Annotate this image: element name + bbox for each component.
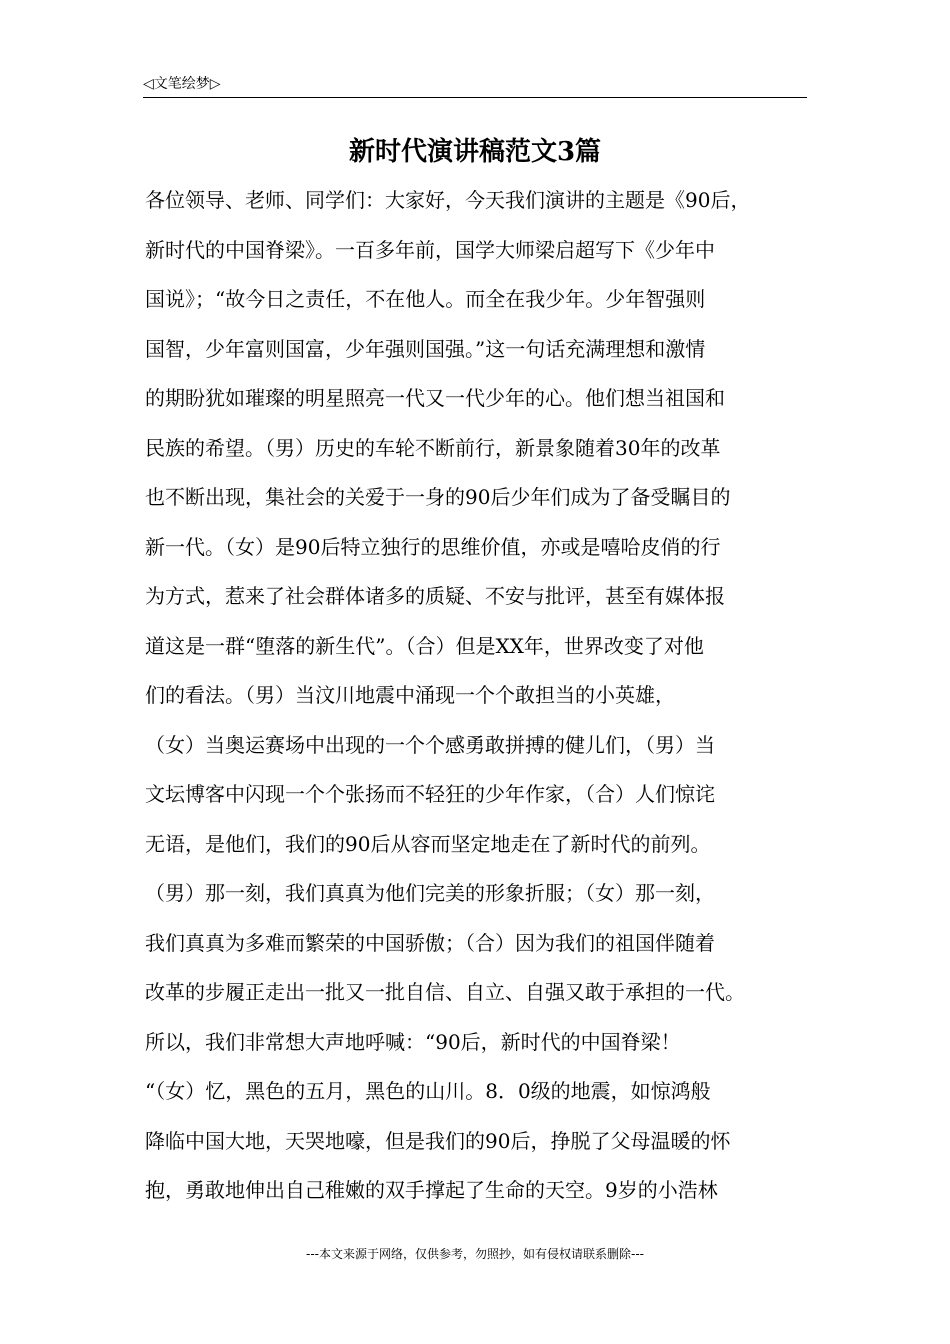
body-line: 国说》；“故今日之责任，不在他人。而全在我少年。少年智强则 <box>145 287 706 311</box>
body-line: 为方式，惹来了社会群体诸多的质疑、不安与批评，甚至有媒体报 <box>145 584 725 608</box>
body-line: “（女）忆，黑色的五月，黑色的山川。8．0级的地震，如惊鸿般 <box>145 1079 711 1103</box>
body-line: 无语，是他们，我们的90后从容而坚定地走在了新时代的前列。 <box>145 831 711 856</box>
body-line: 我们真真为多难而繁荣的中国骄傲；（合）因为我们的祖国伴随着 <box>145 930 715 955</box>
body-line: 们的看法。（男）当汶川地震中涌现一个个敢担当的小英雄， <box>145 683 675 707</box>
body-line: 民族的希望。（男）历史的车轮不断前行，新景象随着30年的改革 <box>145 435 721 460</box>
document-title: 新时代演讲稿范文3篇 <box>348 137 602 167</box>
body-line: 也不断出现，集社会的关爱于一身的90后少年们成为了备受瞩目的 <box>145 485 731 509</box>
body-line: 新时代的中国脊梁》。一百多年前，国学大师梁启超写下《少年中 <box>145 237 715 262</box>
document-body <box>145 181 845 1221</box>
body-line: 抱，勇敢地伸出自己稚嫩的双手撑起了生命的天空。9岁的小浩林 <box>145 1178 718 1202</box>
body-line: 的期盼犹如璀璨的明星照亮一代又一代少年的心。他们想当祖国和 <box>145 386 725 410</box>
header-brand: ◁文笔绘梦▷ <box>143 76 221 92</box>
body-line: （男）那一刻，我们真真为他们完美的形象折服；（女）那一刻， <box>145 881 715 905</box>
body-line: 所以，我们非常想大声地呼喊：“90后，新时代的中国脊梁！ <box>145 1029 681 1054</box>
body-line: 降临中国大地，天哭地嚎，但是我们的90后，挣脱了父母温暖的怀 <box>145 1128 731 1153</box>
body-line: 文坛博客中闪现一个个张扬而不轻狂的少年作家，（合）人们惊诧 <box>145 782 715 806</box>
body-line: 各位领导、老师、同学们：大家好，今天我们演讲的主题是《90后， <box>145 188 751 212</box>
body-line: 国智，少年富则国富，少年强则国强。”这一句话充满理想和激情 <box>145 336 706 361</box>
body-line: 道这是一群“堕落的新生代”。（合）但是XX年，世界改变了对他 <box>145 633 704 658</box>
body-line: （女）当奥运赛场中出现的一个个感勇敢拼搏的健儿们，（男）当 <box>145 732 715 757</box>
header-divider <box>143 97 807 98</box>
footer-disclaimer: ---本文来源于网络，仅供参考，勿照抄，如有侵权请联系删除--- <box>306 1247 644 1261</box>
body-line: 改革的步履正走出一批又一批自信、自立、自强又敢于承担的一代。 <box>145 980 745 1004</box>
body-line: 新一代。（女）是90后特立独行的思维价值，亦或是嘻哈皮俏的行 <box>145 534 721 559</box>
